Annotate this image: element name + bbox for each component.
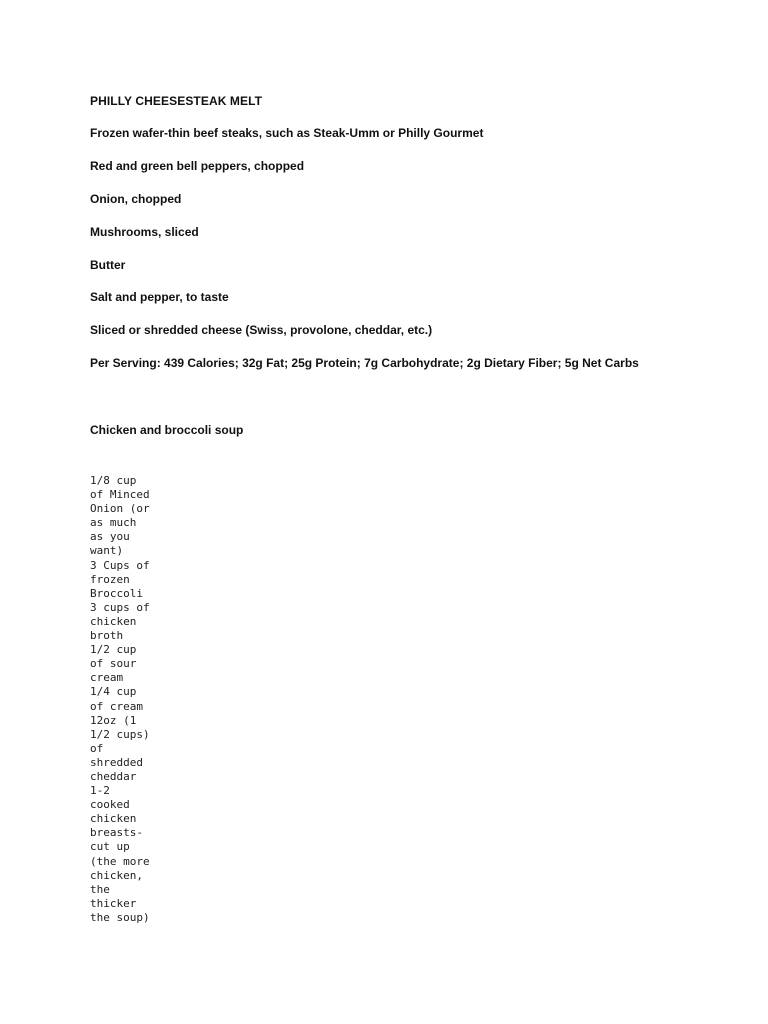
ingredient-line: Onion, chopped	[90, 192, 182, 206]
ingredient-line: Mushrooms, sliced	[90, 225, 199, 239]
ingredient-line: Butter	[90, 258, 126, 272]
soup-ingredient-list	[90, 474, 160, 925]
recipe-title-philly-cheesesteak-melt: PHILLY CHEESESTEAK MELT	[90, 94, 263, 108]
soup-ingredient-line: chicken	[90, 812, 137, 826]
soup-ingredient-line: 1/2 cup	[90, 643, 137, 657]
ingredient-line: Sliced or shredded cheese (Swiss, provolone, cheddar, etc.)	[90, 323, 433, 337]
ingredient-line: Salt and pepper, to taste	[90, 290, 229, 304]
soup-ingredient-line: 12oz (1	[90, 713, 137, 727]
soup-ingredient-line: Broccoli	[90, 586, 143, 600]
soup-ingredient-line: frozen	[90, 572, 130, 586]
soup-ingredient-line: of	[90, 741, 104, 755]
soup-ingredient-line: (the more	[90, 854, 150, 868]
soup-ingredient-line: as much	[90, 516, 137, 530]
soup-ingredient-line: cut up	[90, 840, 130, 854]
soup-ingredient-line: shredded	[90, 755, 143, 769]
soup-ingredient-line: breasts-	[90, 826, 143, 840]
soup-ingredient-line: Onion (or	[90, 502, 150, 516]
soup-ingredient-line: cream	[90, 671, 124, 685]
soup-ingredient-line: 1/4 cup	[90, 685, 137, 699]
soup-ingredient-line: as you	[90, 530, 130, 544]
recipe-title-chicken-broccoli-soup: Chicken and broccoli soup	[90, 423, 244, 437]
soup-ingredient-line: the soup)	[90, 910, 150, 924]
soup-ingredient-line: of cream	[90, 699, 143, 713]
ingredient-line: Frozen wafer-thin beef steaks, such as Steak-Umm or Philly Gourmet	[90, 126, 484, 140]
soup-ingredient-line: 3 Cups of	[90, 558, 150, 572]
soup-ingredient-line: cooked	[90, 798, 130, 812]
soup-ingredient-line: 1/8 cup	[90, 474, 137, 487]
soup-ingredient-line: want)	[90, 544, 124, 558]
soup-ingredient-line: 3 cups of	[90, 600, 150, 614]
soup-ingredient-line: thicker	[90, 896, 137, 910]
soup-ingredient-line: 1/2 cups)	[90, 727, 150, 741]
soup-ingredient-line: cheddar	[90, 769, 137, 783]
soup-ingredient-line: chicken,	[90, 868, 143, 882]
soup-ingredient-line: of Minced	[90, 488, 150, 502]
soup-ingredient-line: the	[90, 882, 110, 896]
soup-ingredient-line: chicken	[90, 614, 137, 628]
ingredient-line: Red and green bell peppers, chopped	[90, 159, 305, 173]
nutrition-line: Per Serving: 439 Calories; 32g Fat; 25g Protein; 7g Carbohydrate; 2g Dietary Fiber; 5g Net Carbs	[90, 356, 639, 370]
soup-ingredient-line: broth	[90, 629, 124, 643]
soup-ingredient-line: of sour	[90, 657, 137, 671]
soup-ingredient-line: 1-2	[90, 784, 110, 798]
